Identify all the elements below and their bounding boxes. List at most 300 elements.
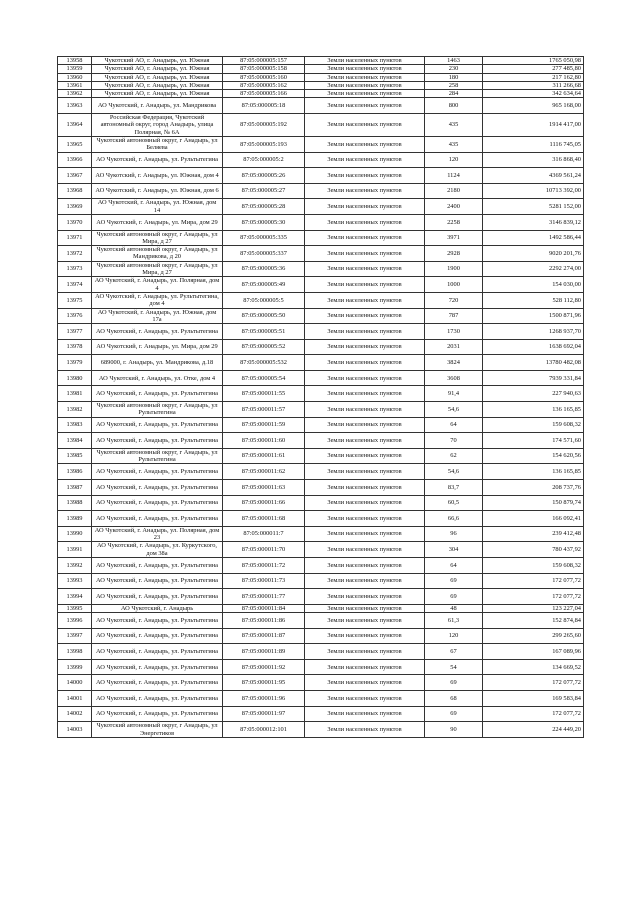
cadastral-number-cell: 87:05:000005:50 bbox=[223, 308, 305, 324]
cadastral-value-cell: 1914 417,00 bbox=[483, 114, 584, 137]
row-number-cell: 13987 bbox=[58, 480, 92, 496]
address-cell: АО Чукотский, г. Анадырь, ул. Рультытегина bbox=[92, 706, 223, 722]
land-category-cell: Земли населенных пунктов bbox=[305, 589, 425, 605]
address-cell: Чукотский автономный округ, г Анадырь, ул Рультытегина bbox=[92, 402, 223, 418]
table-row bbox=[58, 90, 584, 98]
address-cell: АО Чукотский, г. Анадырь, ул. Мандрикова bbox=[92, 98, 223, 114]
row-number-cell: 13991 bbox=[58, 542, 92, 558]
cadastral-number-cell: 87:05:000011:72 bbox=[223, 558, 305, 574]
cadastral-number-cell: 87:05:000012:101 bbox=[223, 722, 305, 738]
cadastral-number-cell: 87:05:000011:70 bbox=[223, 542, 305, 558]
land-category-cell: Земли населенных пунктов bbox=[305, 613, 425, 629]
table-row bbox=[58, 448, 584, 464]
table-row bbox=[58, 57, 584, 65]
table-row bbox=[58, 339, 584, 355]
cadastral-number-cell: 87:05:000005:49 bbox=[223, 277, 305, 293]
land-category-cell: Земли населенных пунктов bbox=[305, 81, 425, 89]
cadastral-value-cell: 154 620,56 bbox=[483, 448, 584, 464]
table-row bbox=[58, 526, 584, 542]
land-category-cell: Земли населенных пунктов bbox=[305, 261, 425, 277]
cadastral-value-cell: 172 077,72 bbox=[483, 706, 584, 722]
address-cell: АО Чукотский, г. Анадырь, ул. Мира, дом 29 bbox=[92, 214, 223, 230]
row-number-cell: 13997 bbox=[58, 628, 92, 644]
cadastral-number-cell: 87:05:000011:95 bbox=[223, 675, 305, 691]
area-cell: 180 bbox=[425, 73, 483, 81]
land-category-cell: Земли населенных пунктов bbox=[305, 152, 425, 168]
area-cell: 3971 bbox=[425, 230, 483, 246]
cadastral-value-cell: 166 092,41 bbox=[483, 511, 584, 527]
area-cell: 1000 bbox=[425, 277, 483, 293]
address-cell: АО Чукотский, г. Анадырь, ул. Полярная, дом 4 bbox=[92, 277, 223, 293]
land-category-cell: Земли населенных пунктов bbox=[305, 308, 425, 324]
address-cell: АО Чукотский, г. Анадырь, ул. Рультытегина bbox=[92, 558, 223, 574]
area-cell: 61,3 bbox=[425, 613, 483, 629]
land-category-cell: Земли населенных пунктов bbox=[305, 526, 425, 542]
address-cell: АО Чукотский, г. Анадырь, ул. Южная, дом 4 bbox=[92, 168, 223, 184]
cadastral-value-cell: 13780 482,08 bbox=[483, 355, 584, 371]
address-cell: АО Чукотский, г. Анадырь, ул. Рультытегина bbox=[92, 433, 223, 449]
row-number-cell: 14000 bbox=[58, 675, 92, 691]
cadastral-value-cell: 1116 745,05 bbox=[483, 136, 584, 152]
land-category-cell: Земли населенных пунктов bbox=[305, 57, 425, 65]
cadastral-number-cell: 87:05:000011:61 bbox=[223, 448, 305, 464]
address-cell: АО Чукотский, г. Анадырь, ул. Южная, дом 14 bbox=[92, 199, 223, 215]
row-number-cell: 14001 bbox=[58, 691, 92, 707]
cadastral-number-cell: 87:05:000005:28 bbox=[223, 199, 305, 215]
area-cell: 90 bbox=[425, 722, 483, 738]
area-cell: 304 bbox=[425, 542, 483, 558]
cadastral-value-cell: 172 077,72 bbox=[483, 573, 584, 589]
area-cell: 2031 bbox=[425, 339, 483, 355]
cadastral-value-cell: 311 266,68 bbox=[483, 81, 584, 89]
address-cell: Чукотский АО, г. Анадырь, ул. Южная bbox=[92, 65, 223, 73]
row-number-cell: 13963 bbox=[58, 98, 92, 114]
table-row bbox=[58, 604, 584, 612]
cadastral-value-cell: 342 634,64 bbox=[483, 90, 584, 98]
table-body bbox=[58, 57, 584, 738]
land-category-cell: Земли населенных пунктов bbox=[305, 199, 425, 215]
cadastral-value-cell: 224 449,20 bbox=[483, 722, 584, 738]
cadastral-number-cell: 87:05:000011:77 bbox=[223, 589, 305, 605]
cadastral-number-cell: 87:05:000011:55 bbox=[223, 386, 305, 402]
address-cell: АО Чукотский, г. Анадырь, ул. Рультытегина bbox=[92, 495, 223, 511]
cadastral-value-cell: 780 437,92 bbox=[483, 542, 584, 558]
document-page bbox=[57, 56, 583, 738]
land-category-cell: Земли населенных пунктов bbox=[305, 183, 425, 199]
cadastral-number-cell: 87:05:000005:27 bbox=[223, 183, 305, 199]
cadastral-number-cell: 87:05:000011:68 bbox=[223, 511, 305, 527]
row-number-cell: 13974 bbox=[58, 277, 92, 293]
row-number-cell: 13988 bbox=[58, 495, 92, 511]
land-category-cell: Земли населенных пунктов bbox=[305, 464, 425, 480]
area-cell: 62 bbox=[425, 448, 483, 464]
row-number-cell: 13979 bbox=[58, 355, 92, 371]
table-row bbox=[58, 114, 584, 137]
address-cell: Чукотский АО, г. Анадырь, ул. Южная bbox=[92, 57, 223, 65]
table-row bbox=[58, 706, 584, 722]
cadastral-number-cell: 87:05:000005:157 bbox=[223, 57, 305, 65]
row-number-cell: 13961 bbox=[58, 81, 92, 89]
cadastral-number-cell: 87:05:000011:59 bbox=[223, 417, 305, 433]
area-cell: 60,5 bbox=[425, 495, 483, 511]
address-cell: Российская Федерация, Чукотский автономный округ, город Анадырь, улица Полярная, № 6А bbox=[92, 114, 223, 137]
table-row bbox=[58, 573, 584, 589]
row-number-cell: 13960 bbox=[58, 73, 92, 81]
row-number-cell: 13984 bbox=[58, 433, 92, 449]
address-cell: Чукотский АО, г. Анадырь, ул. Южная bbox=[92, 81, 223, 89]
row-number-cell: 13965 bbox=[58, 136, 92, 152]
cadastral-value-cell: 152 874,84 bbox=[483, 613, 584, 629]
area-cell: 2400 bbox=[425, 199, 483, 215]
address-cell: АО Чукотский, г. Анадырь, ул. Рультытегина bbox=[92, 691, 223, 707]
land-category-cell: Земли населенных пунктов bbox=[305, 706, 425, 722]
cadastral-value-cell: 154 030,00 bbox=[483, 277, 584, 293]
cadastral-value-cell: 1500 871,96 bbox=[483, 308, 584, 324]
address-cell: АО Чукотский, г. Анадырь, ул. Рультытегина bbox=[92, 675, 223, 691]
area-cell: 48 bbox=[425, 604, 483, 612]
cadastral-value-cell: 528 112,80 bbox=[483, 292, 584, 308]
cadastral-number-cell: 87:05:000011:7 bbox=[223, 526, 305, 542]
land-category-cell: Земли населенных пунктов bbox=[305, 604, 425, 612]
table-row bbox=[58, 292, 584, 308]
table-row bbox=[58, 722, 584, 738]
table-row bbox=[58, 628, 584, 644]
land-category-cell: Земли населенных пунктов bbox=[305, 573, 425, 589]
land-category-cell: Земли населенных пунктов bbox=[305, 480, 425, 496]
cadastral-value-cell: 159 608,32 bbox=[483, 417, 584, 433]
cadastral-value-cell: 174 571,60 bbox=[483, 433, 584, 449]
table-row bbox=[58, 370, 584, 386]
land-category-cell: Земли населенных пунктов bbox=[305, 691, 425, 707]
cadastral-number-cell: 87:05:000005:26 bbox=[223, 168, 305, 184]
area-cell: 67 bbox=[425, 644, 483, 660]
table-row bbox=[58, 73, 584, 81]
area-cell: 70 bbox=[425, 433, 483, 449]
land-category-cell: Земли населенных пунктов bbox=[305, 90, 425, 98]
cadastral-number-cell: 87:05:000011:57 bbox=[223, 402, 305, 418]
area-cell: 64 bbox=[425, 417, 483, 433]
table-row bbox=[58, 136, 584, 152]
cadastral-value-cell: 167 089,96 bbox=[483, 644, 584, 660]
area-cell: 800 bbox=[425, 98, 483, 114]
row-number-cell: 13977 bbox=[58, 324, 92, 340]
land-category-cell: Земли населенных пунктов bbox=[305, 675, 425, 691]
row-number-cell: 14002 bbox=[58, 706, 92, 722]
table-row bbox=[58, 261, 584, 277]
cadastral-number-cell: 87:05:000005:51 bbox=[223, 324, 305, 340]
row-number-cell: 13995 bbox=[58, 604, 92, 612]
area-cell: 54,6 bbox=[425, 402, 483, 418]
cadastral-value-cell: 299 265,60 bbox=[483, 628, 584, 644]
area-cell: 69 bbox=[425, 706, 483, 722]
land-category-cell: Земли населенных пунктов bbox=[305, 355, 425, 371]
cadastral-number-cell: 87:05:000005:532 bbox=[223, 355, 305, 371]
table-row bbox=[58, 324, 584, 340]
address-cell: 689000, г. Анадырь, ул. Мандрикова, д.18 bbox=[92, 355, 223, 371]
address-cell: АО Чукотский, г. Анадырь, ул. Южная, дом 6 bbox=[92, 183, 223, 199]
row-number-cell: 13994 bbox=[58, 589, 92, 605]
cadastral-number-cell: 87:05:000005:52 bbox=[223, 339, 305, 355]
area-cell: 2180 bbox=[425, 183, 483, 199]
area-cell: 1463 bbox=[425, 57, 483, 65]
cadastral-value-cell: 1638 692,04 bbox=[483, 339, 584, 355]
cadastral-number-cell: 87:05:000011:97 bbox=[223, 706, 305, 722]
table-row bbox=[58, 355, 584, 371]
land-category-cell: Земли населенных пунктов bbox=[305, 214, 425, 230]
cadastral-number-cell: 87:05:000005:30 bbox=[223, 214, 305, 230]
address-cell: Чукотский автономный округ, г Анадырь, ул Энергетиков bbox=[92, 722, 223, 738]
land-category-cell: Земли населенных пунктов bbox=[305, 73, 425, 81]
cadastral-value-cell: 227 940,63 bbox=[483, 386, 584, 402]
row-number-cell: 13962 bbox=[58, 90, 92, 98]
row-number-cell: 13985 bbox=[58, 448, 92, 464]
cadastral-value-cell: 1268 937,70 bbox=[483, 324, 584, 340]
cadastral-value-cell: 3146 839,12 bbox=[483, 214, 584, 230]
table-row bbox=[58, 214, 584, 230]
land-category-cell: Земли населенных пунктов bbox=[305, 370, 425, 386]
cadastral-number-cell: 87:05:000005:335 bbox=[223, 230, 305, 246]
table-row bbox=[58, 277, 584, 293]
cadastral-value-cell: 239 412,48 bbox=[483, 526, 584, 542]
cadastral-number-cell: 87:05:000011:86 bbox=[223, 613, 305, 629]
address-cell: АО Чукотский, г. Анадырь bbox=[92, 604, 223, 612]
land-category-cell: Земли населенных пунктов bbox=[305, 168, 425, 184]
row-number-cell: 13975 bbox=[58, 292, 92, 308]
row-number-cell: 13967 bbox=[58, 168, 92, 184]
address-cell: Чукотский АО, г. Анадырь, ул. Южная bbox=[92, 73, 223, 81]
address-cell: АО Чукотский, г. Анадырь, ул. Рультытегина bbox=[92, 628, 223, 644]
table-row bbox=[58, 81, 584, 89]
area-cell: 69 bbox=[425, 573, 483, 589]
address-cell: АО Чукотский, г. Анадырь, ул. Полярная, дом 23 bbox=[92, 526, 223, 542]
cadastral-number-cell: 87:05:000005:36 bbox=[223, 261, 305, 277]
table-row bbox=[58, 98, 584, 114]
table-row bbox=[58, 511, 584, 527]
cadastral-value-cell: 172 077,72 bbox=[483, 675, 584, 691]
row-number-cell: 14003 bbox=[58, 722, 92, 738]
row-number-cell: 13968 bbox=[58, 183, 92, 199]
table-row bbox=[58, 558, 584, 574]
address-cell: Чукотский автономный округ, г Анадырь, ул Мира, д 27 bbox=[92, 230, 223, 246]
land-category-cell: Земли населенных пунктов bbox=[305, 277, 425, 293]
row-number-cell: 13976 bbox=[58, 308, 92, 324]
area-cell: 258 bbox=[425, 81, 483, 89]
row-number-cell: 13973 bbox=[58, 261, 92, 277]
table-row bbox=[58, 495, 584, 511]
row-number-cell: 13971 bbox=[58, 230, 92, 246]
cadastral-number-cell: 87:05:000011:89 bbox=[223, 644, 305, 660]
row-number-cell: 13993 bbox=[58, 573, 92, 589]
address-cell: АО Чукотский, г. Анадырь, ул. Куркутского, дом 38а bbox=[92, 542, 223, 558]
cadastral-value-cell: 965 168,00 bbox=[483, 98, 584, 114]
area-cell: 2928 bbox=[425, 246, 483, 262]
table-row bbox=[58, 65, 584, 73]
cadastral-value-cell: 277 485,80 bbox=[483, 65, 584, 73]
land-category-cell: Земли населенных пунктов bbox=[305, 246, 425, 262]
cadastral-number-cell: 87:05:000005:54 bbox=[223, 370, 305, 386]
address-cell: АО Чукотский, г. Анадырь, ул. Рультытегина bbox=[92, 324, 223, 340]
address-cell: АО Чукотский, г. Анадырь, ул. Рультытегина bbox=[92, 589, 223, 605]
row-number-cell: 13969 bbox=[58, 199, 92, 215]
row-number-cell: 13978 bbox=[58, 339, 92, 355]
table-row bbox=[58, 644, 584, 660]
land-category-cell: Земли населенных пунктов bbox=[305, 558, 425, 574]
row-number-cell: 13966 bbox=[58, 152, 92, 168]
area-cell: 68 bbox=[425, 691, 483, 707]
land-category-cell: Земли населенных пунктов bbox=[305, 644, 425, 660]
address-cell: Чукотский автономный округ, г Анадырь, ул Рультытегина bbox=[92, 448, 223, 464]
cadastral-value-cell: 172 077,72 bbox=[483, 589, 584, 605]
row-number-cell: 13982 bbox=[58, 402, 92, 418]
cadastral-number-cell: 87:05:000011:60 bbox=[223, 433, 305, 449]
cadastral-value-cell: 136 165,85 bbox=[483, 464, 584, 480]
land-category-cell: Земли населенных пунктов bbox=[305, 417, 425, 433]
address-cell: АО Чукотский, г. Анадырь, ул. Южная, дом 17а bbox=[92, 308, 223, 324]
area-cell: 120 bbox=[425, 628, 483, 644]
row-number-cell: 13959 bbox=[58, 65, 92, 73]
cadastral-number-cell: 87:05:000005:158 bbox=[223, 65, 305, 73]
table-row bbox=[58, 417, 584, 433]
area-cell: 1124 bbox=[425, 168, 483, 184]
cadastral-number-cell: 87:05:000005:18 bbox=[223, 98, 305, 114]
row-number-cell: 13958 bbox=[58, 57, 92, 65]
area-cell: 787 bbox=[425, 308, 483, 324]
cadastral-value-cell: 136 165,85 bbox=[483, 402, 584, 418]
land-category-cell: Земли населенных пунктов bbox=[305, 324, 425, 340]
land-category-cell: Земли населенных пунктов bbox=[305, 65, 425, 73]
land-category-cell: Земли населенных пунктов bbox=[305, 136, 425, 152]
address-cell: АО Чукотский, г. Анадырь, ул. Рультытегина bbox=[92, 464, 223, 480]
table-row bbox=[58, 308, 584, 324]
land-category-cell: Земли населенных пунктов bbox=[305, 628, 425, 644]
address-cell: АО Чукотский, г. Анадырь, ул. Рультытегина bbox=[92, 417, 223, 433]
table-row bbox=[58, 691, 584, 707]
row-number-cell: 13990 bbox=[58, 526, 92, 542]
cadastral-value-cell: 10713 392,00 bbox=[483, 183, 584, 199]
cadastral-number-cell: 87:05:000011:84 bbox=[223, 604, 305, 612]
address-cell: АО Чукотский, г. Анадырь, ул. Рультытегина bbox=[92, 644, 223, 660]
table-row bbox=[58, 675, 584, 691]
table-row bbox=[58, 168, 584, 184]
area-cell: 66,6 bbox=[425, 511, 483, 527]
address-cell: АО Чукотский, г. Анадырь, ул. Рультытегина bbox=[92, 480, 223, 496]
land-category-cell: Земли населенных пунктов bbox=[305, 402, 425, 418]
land-category-cell: Земли населенных пунктов bbox=[305, 386, 425, 402]
table-row bbox=[58, 464, 584, 480]
row-number-cell: 13970 bbox=[58, 214, 92, 230]
table-row bbox=[58, 402, 584, 418]
address-cell: Чукотский АО, г. Анадырь, ул. Южная bbox=[92, 90, 223, 98]
area-cell: 2258 bbox=[425, 214, 483, 230]
cadastral-value-cell: 134 669,52 bbox=[483, 659, 584, 675]
land-category-cell: Земли населенных пунктов bbox=[305, 495, 425, 511]
land-category-cell: Земли населенных пунктов bbox=[305, 339, 425, 355]
table-row bbox=[58, 480, 584, 496]
row-number-cell: 13986 bbox=[58, 464, 92, 480]
land-registry-table bbox=[57, 56, 584, 738]
address-cell: АО Чукотский, г. Анадырь, ул. Отке, дом 4 bbox=[92, 370, 223, 386]
table-row bbox=[58, 589, 584, 605]
cadastral-number-cell: 87:05:000005:5 bbox=[223, 292, 305, 308]
area-cell: 120 bbox=[425, 152, 483, 168]
cadastral-value-cell: 316 868,40 bbox=[483, 152, 584, 168]
cadastral-number-cell: 87:05:000011:66 bbox=[223, 495, 305, 511]
row-number-cell: 13992 bbox=[58, 558, 92, 574]
table-row bbox=[58, 230, 584, 246]
area-cell: 435 bbox=[425, 136, 483, 152]
area-cell: 96 bbox=[425, 526, 483, 542]
cadastral-number-cell: 87:05:000005:2 bbox=[223, 152, 305, 168]
land-category-cell: Земли населенных пунктов bbox=[305, 511, 425, 527]
table-row bbox=[58, 613, 584, 629]
cadastral-number-cell: 87:05:000005:192 bbox=[223, 114, 305, 137]
row-number-cell: 13983 bbox=[58, 417, 92, 433]
cadastral-value-cell: 7939 331,84 bbox=[483, 370, 584, 386]
table-row bbox=[58, 246, 584, 262]
land-category-cell: Земли населенных пунктов bbox=[305, 433, 425, 449]
cadastral-value-cell: 217 162,80 bbox=[483, 73, 584, 81]
cadastral-value-cell: 2292 274,00 bbox=[483, 261, 584, 277]
cadastral-value-cell: 208 737,76 bbox=[483, 480, 584, 496]
area-cell: 54 bbox=[425, 659, 483, 675]
area-cell: 3608 bbox=[425, 370, 483, 386]
area-cell: 69 bbox=[425, 589, 483, 605]
area-cell: 230 bbox=[425, 65, 483, 73]
table-row bbox=[58, 542, 584, 558]
cadastral-number-cell: 87:05:000011:96 bbox=[223, 691, 305, 707]
land-category-cell: Земли населенных пунктов bbox=[305, 114, 425, 137]
cadastral-number-cell: 87:05:000011:73 bbox=[223, 573, 305, 589]
address-cell: АО Чукотский, г. Анадырь, ул. Рультытегина bbox=[92, 613, 223, 629]
address-cell: АО Чукотский, г. Анадырь, ул. Рультытегина bbox=[92, 386, 223, 402]
address-cell: АО Чукотский, г. Анадырь, ул. Рультытегина bbox=[92, 152, 223, 168]
address-cell: Чукотский автономный округ, г Анадырь, ул Беляева bbox=[92, 136, 223, 152]
address-cell: АО Чукотский, г. Анадырь, ул. Рультытегина bbox=[92, 511, 223, 527]
area-cell: 64 bbox=[425, 558, 483, 574]
area-cell: 720 bbox=[425, 292, 483, 308]
area-cell: 1900 bbox=[425, 261, 483, 277]
table-row bbox=[58, 152, 584, 168]
table-row bbox=[58, 659, 584, 675]
area-cell: 91,4 bbox=[425, 386, 483, 402]
cadastral-number-cell: 87:05:000011:92 bbox=[223, 659, 305, 675]
cadastral-number-cell: 87:05:000011:63 bbox=[223, 480, 305, 496]
cadastral-number-cell: 87:05:000005:160 bbox=[223, 73, 305, 81]
land-category-cell: Земли населенных пунктов bbox=[305, 542, 425, 558]
land-category-cell: Земли населенных пунктов bbox=[305, 292, 425, 308]
address-cell: АО Чукотский, г. Анадырь, ул. Рультытегина, дом 4 bbox=[92, 292, 223, 308]
cadastral-number-cell: 87:05:000005:193 bbox=[223, 136, 305, 152]
row-number-cell: 13999 bbox=[58, 659, 92, 675]
row-number-cell: 13989 bbox=[58, 511, 92, 527]
address-cell: АО Чукотский, г. Анадырь, ул. Мира, дом 29 bbox=[92, 339, 223, 355]
table-row bbox=[58, 199, 584, 215]
cadastral-value-cell: 123 227,04 bbox=[483, 604, 584, 612]
cadastral-number-cell: 87:05:000005:166 bbox=[223, 90, 305, 98]
land-category-cell: Земли населенных пунктов bbox=[305, 722, 425, 738]
land-category-cell: Земли населенных пунктов bbox=[305, 448, 425, 464]
address-cell: Чукотский автономный округ, г Анадырь, ул Мира, д 27 bbox=[92, 261, 223, 277]
area-cell: 69 bbox=[425, 675, 483, 691]
address-cell: Чукотский автономный округ, г Анадырь, ул Мандрикова, д 20 bbox=[92, 246, 223, 262]
row-number-cell: 13998 bbox=[58, 644, 92, 660]
area-cell: 83,7 bbox=[425, 480, 483, 496]
table-row bbox=[58, 183, 584, 199]
land-category-cell: Земли населенных пунктов bbox=[305, 659, 425, 675]
cadastral-number-cell: 87:05:000011:87 bbox=[223, 628, 305, 644]
cadastral-value-cell: 4369 561,24 bbox=[483, 168, 584, 184]
row-number-cell: 13981 bbox=[58, 386, 92, 402]
